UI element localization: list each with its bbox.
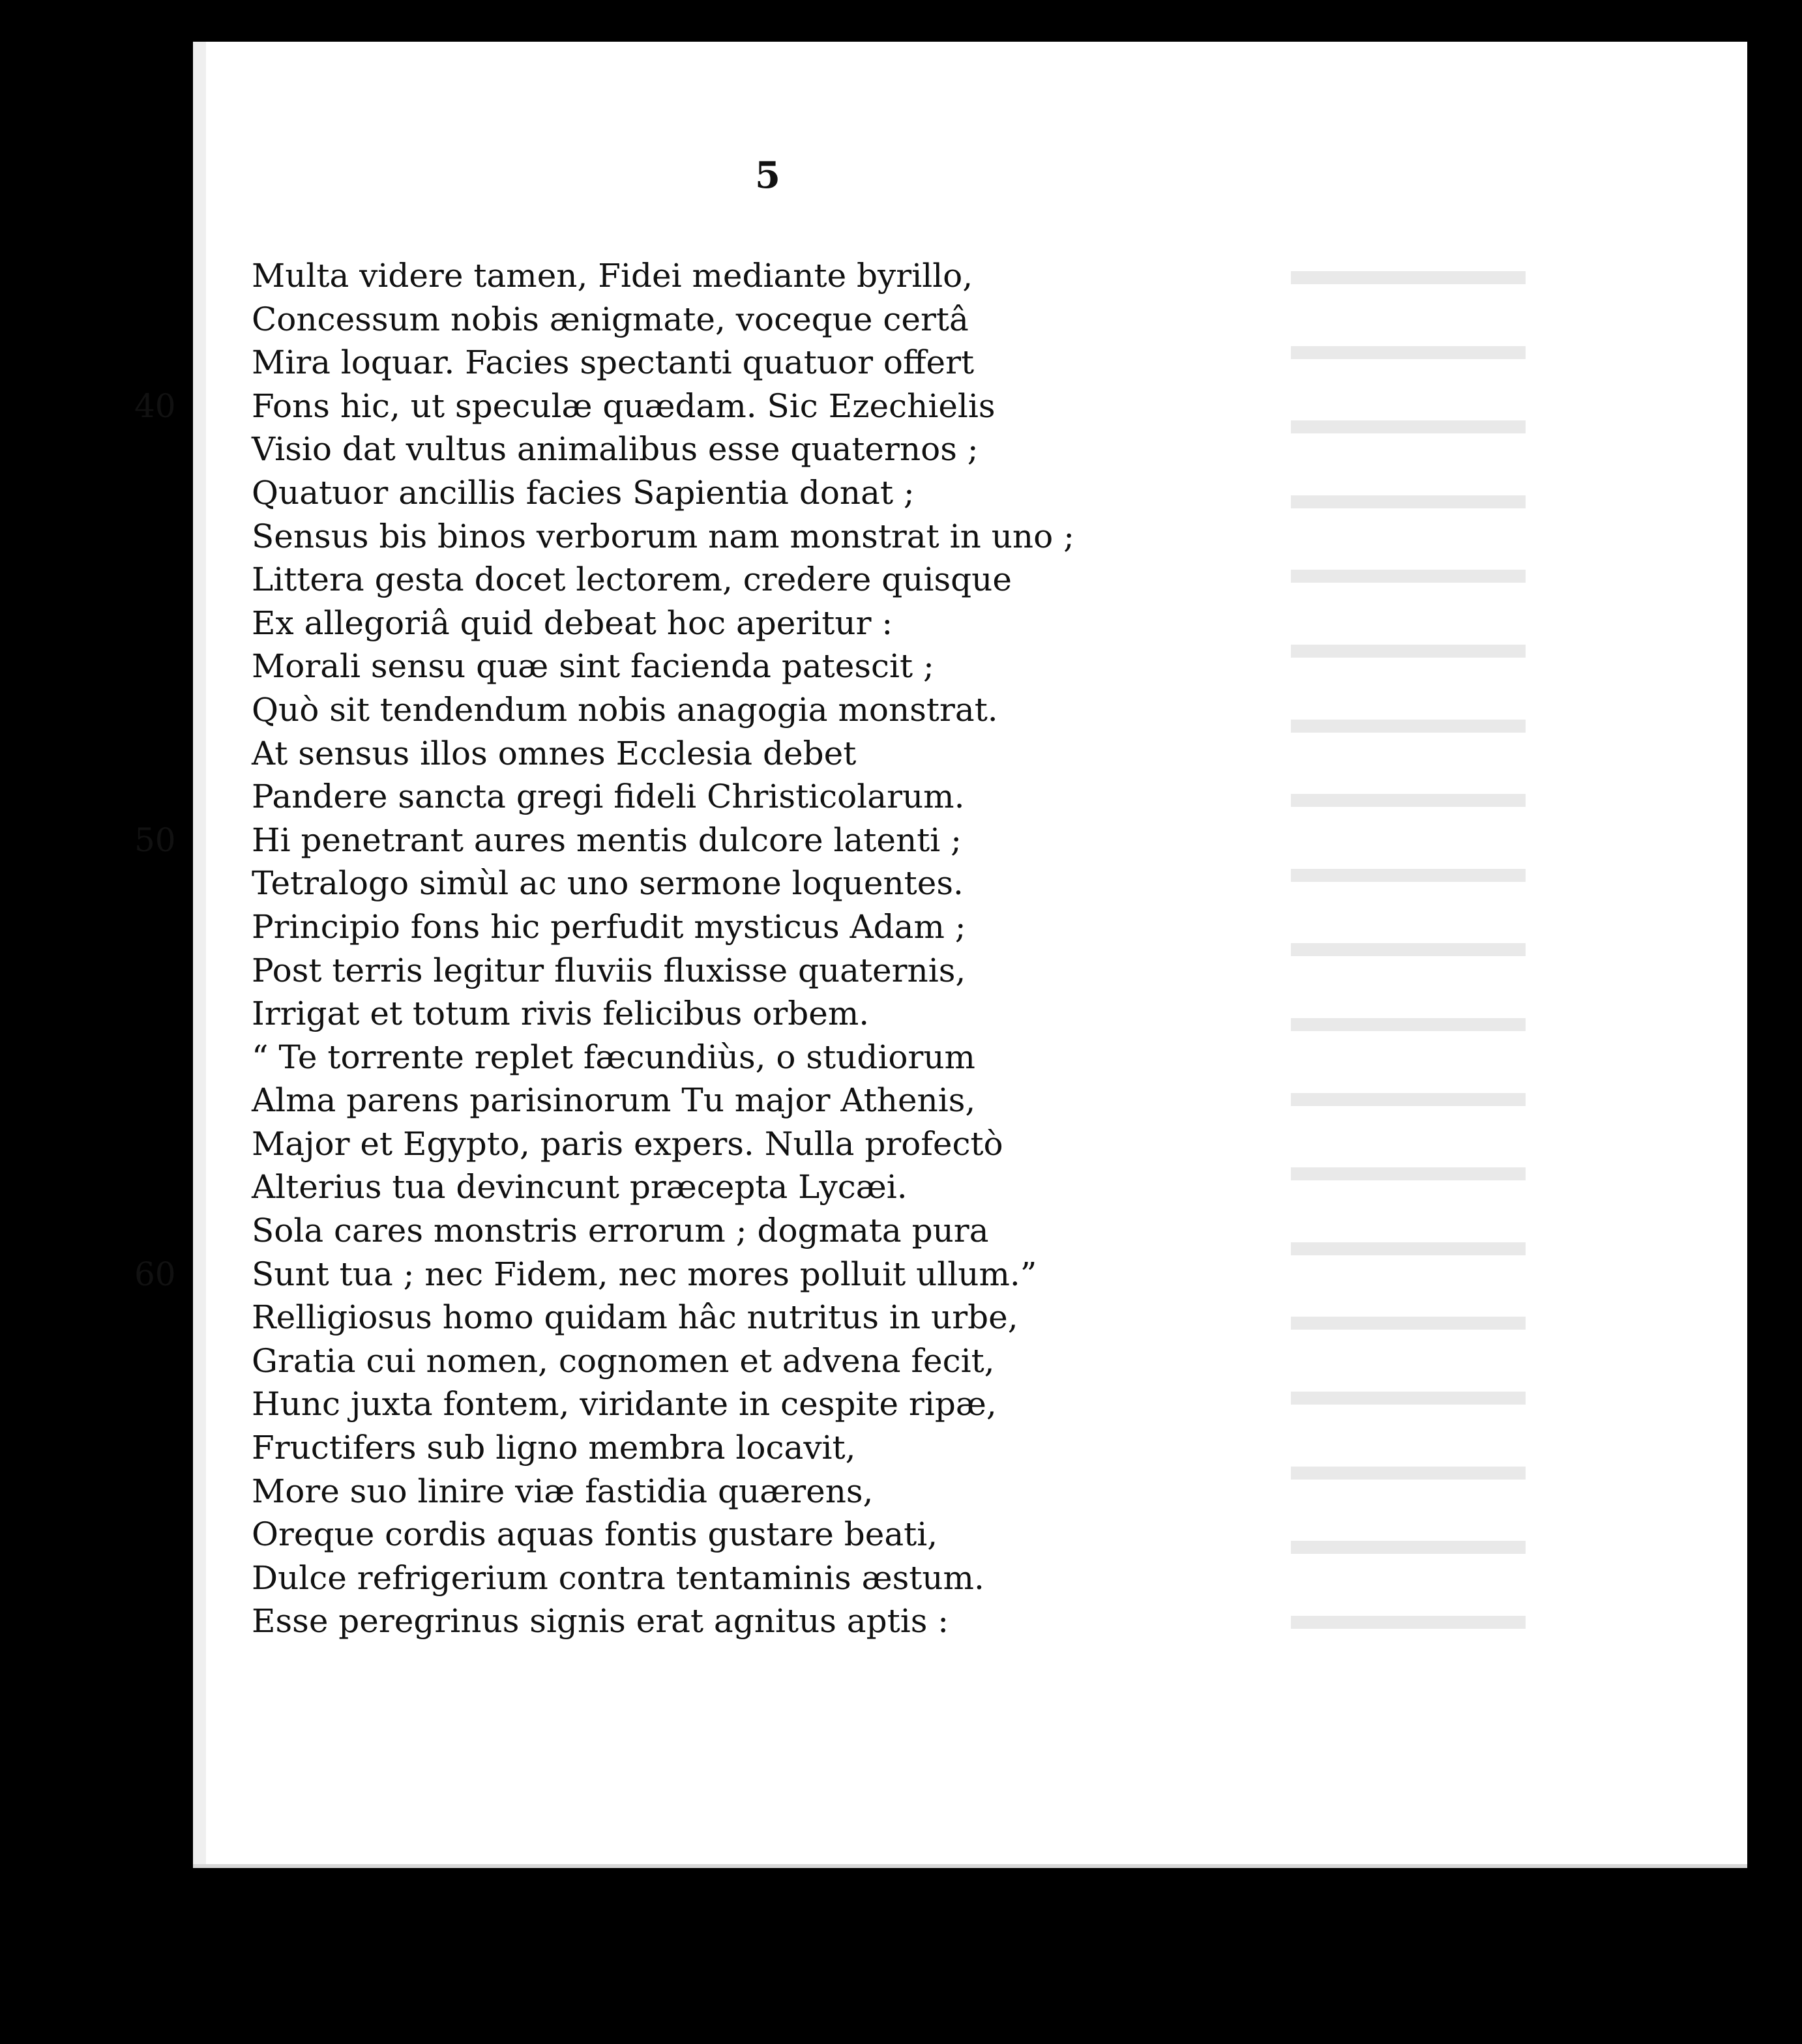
verse-line [252, 471, 1074, 515]
line-number: 50 [134, 821, 176, 859]
verse-line [134, 819, 1074, 862]
verse-line [252, 1599, 1074, 1643]
verse-text: Mira loquar. Facies spectanti quatuor offert [252, 343, 975, 382]
verse-text: Sola cares monstris errorum ; dogmata pura [252, 1212, 989, 1250]
verse-text: Major et Egypto, paris expers. Nulla profectò [252, 1124, 1003, 1163]
verse-line [252, 1470, 1074, 1513]
verse-text: Fructifers sub ligno membra locavit, [252, 1429, 856, 1467]
verse-text: Hi penetrant aures mentis dulcore latenti ; [252, 821, 962, 859]
verse-line [252, 688, 1074, 732]
verse-line [252, 1339, 1074, 1383]
verse-text: Pandere sancta gregi fideli Christicolarum. [252, 778, 965, 816]
verse-line [252, 1036, 1074, 1079]
verse-text: Gratia cui nomen, cognomen et advena fecit, [252, 1341, 995, 1380]
verse-text: Morali sensu quæ sint facienda patescit ; [252, 647, 934, 686]
verse-text: Irrigat et totum rivis felicibus orbem. [252, 995, 870, 1033]
bleed-through-text [1291, 254, 1526, 1688]
verse-block [134, 254, 1074, 1643]
verse-line [252, 905, 1074, 949]
page-edge [193, 42, 206, 1864]
verse-line [134, 1253, 1074, 1296]
verse-line [252, 1165, 1074, 1209]
verse-line [252, 949, 1074, 993]
verse-text: Tetralogo simùl ac uno sermone loquentes. [252, 864, 964, 903]
verse-line [134, 385, 1074, 428]
verse-text: Quatuor ancillis facies Sapientia donat ; [252, 473, 915, 512]
verse-line [252, 515, 1074, 559]
verse-text: Sensus bis binos verborum nam monstrat in uno ; [252, 517, 1074, 555]
verse-line [252, 1556, 1074, 1600]
verse-line [252, 558, 1074, 602]
verse-text: Littera gesta docet lectorem, credere quisque [252, 561, 1012, 599]
verse-line [252, 1513, 1074, 1556]
verse-line [252, 341, 1074, 385]
verse-line [252, 1079, 1074, 1122]
verse-line [252, 732, 1074, 776]
verse-text: Principio fons hic perfudit mysticus Adam ; [252, 907, 966, 946]
page-number: 5 [755, 154, 780, 197]
line-number: 40 [134, 387, 176, 425]
verse-text: More suo linire viæ fastidia quærens, [252, 1472, 874, 1510]
verse-text: Oreque cordis aquas fontis gustare beati, [252, 1515, 938, 1554]
verse-line [252, 645, 1074, 688]
line-number: 60 [134, 1255, 176, 1293]
verse-text: Esse peregrinus signis erat agnitus aptis : [252, 1602, 949, 1641]
verse-line [252, 254, 1074, 298]
verse-text: Dulce refrigerium contra tentaminis æstum. [252, 1558, 984, 1597]
verse-text: Hunc juxta fontem, viridante in cespite ripæ, [252, 1385, 997, 1424]
verse-line [252, 775, 1074, 819]
verse-text: Multa videre tamen, Fidei mediante byrillo, [252, 257, 973, 295]
verse-line [252, 428, 1074, 471]
verse-text: Fons hic, ut speculæ quædam. Sic Ezechielis [252, 387, 996, 425]
verse-text: Concessum nobis ænigmate, voceque certâ [252, 300, 969, 338]
verse-line [252, 1382, 1074, 1426]
verse-text: Visio dat vultus animalibus esse quaternos ; [252, 430, 979, 469]
verse-line [252, 602, 1074, 645]
verse-line [252, 1426, 1074, 1470]
verse-text: Alma parens parisinorum Tu major Athenis, [252, 1081, 976, 1120]
verse-text: Post terris legitur fluviis fluxisse quaternis, [252, 951, 966, 989]
book-binding [98, 39, 196, 1929]
verse-text: Sunt tua ; nec Fidem, nec mores polluit ullum.” [252, 1255, 1037, 1293]
verse-line [252, 1122, 1074, 1166]
verse-line [252, 992, 1074, 1036]
verse-line [252, 298, 1074, 342]
verse-line [252, 1209, 1074, 1253]
verse-text: Relligiosus homo quidam hâc nutritus in urbe, [252, 1298, 1018, 1337]
verse-text: “ Te torrente replet fæcundiùs, o studiorum [252, 1038, 975, 1076]
verse-text: Ex allegoriâ quid debeat hoc aperitur : [252, 604, 893, 642]
verse-text: Quò sit tendendum nobis anagogia monstrat. [252, 690, 998, 729]
verse-text: At sensus illos omnes Ecclesia debet [252, 734, 857, 772]
verse-line [252, 862, 1074, 905]
verse-text: Alterius tua devincunt præcepta Lycæi. [252, 1168, 908, 1206]
verse-line [252, 1296, 1074, 1339]
